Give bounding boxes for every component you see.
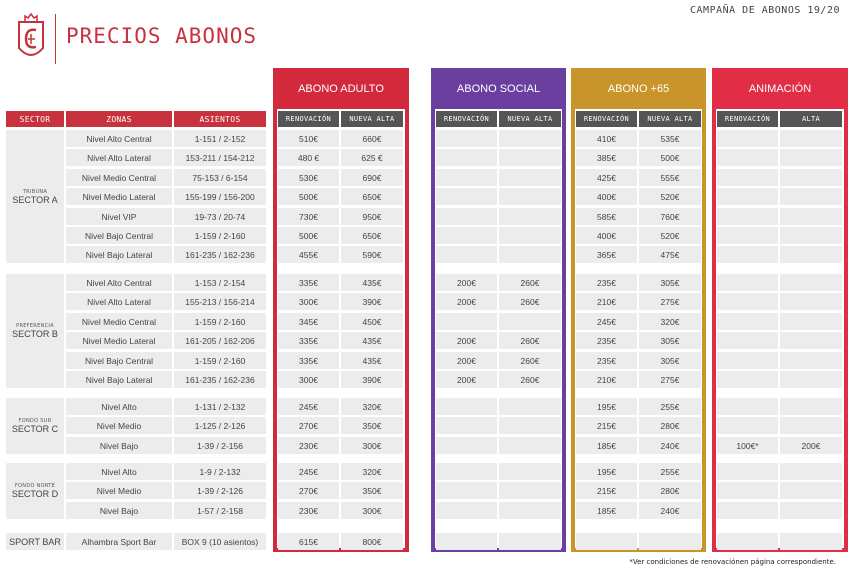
price-cell [436, 437, 497, 454]
price-cell [717, 482, 778, 499]
price-cell [499, 437, 561, 454]
sector-header: SECTOR [6, 111, 64, 127]
price-cell: 500€ [278, 227, 339, 244]
panel-social-col-1: NUEVA ALTA [499, 111, 561, 127]
price-cell [717, 188, 778, 205]
price-cell: 260€ [499, 352, 561, 369]
sector-sublabel: FONDO NORTE [14, 483, 56, 489]
price-cell: 320€ [639, 313, 701, 330]
price-cell [717, 274, 778, 291]
price-cell [780, 246, 842, 263]
price-cell [499, 188, 561, 205]
price-cell [499, 313, 561, 330]
sector-label [6, 274, 64, 388]
sector-name: SPORT BAR [9, 536, 61, 547]
asientos-cell: 1-159 / 2-160 [174, 313, 266, 330]
zona-cell: Nivel Bajo [66, 437, 172, 454]
price-cell: 195€ [576, 463, 637, 480]
price-cell [499, 227, 561, 244]
price-cell: 335€ [278, 332, 339, 349]
asientos-cell: 1-151 / 2-152 [174, 130, 266, 147]
asientos-cell: 1-9 / 2-132 [174, 463, 266, 480]
price-cell: 650€ [341, 188, 403, 205]
price-cell: 800€ [341, 533, 403, 550]
price-cell [436, 149, 497, 166]
footnote: *Ver condiciones de renovaciónen página correspondiente. [629, 558, 836, 566]
sector-sublabel: FONDO SUR [18, 418, 52, 424]
price-cell: 435€ [341, 274, 403, 291]
zona-cell: Nivel Medio Central [66, 169, 172, 186]
zona-cell: Nivel Medio Lateral [66, 188, 172, 205]
price-cell: 690€ [341, 169, 403, 186]
price-cell: 435€ [341, 332, 403, 349]
zona-cell: Nivel Medio Lateral [66, 332, 172, 349]
page-title: PRECIOS ABONOS [66, 24, 258, 48]
price-cell [499, 208, 561, 225]
price-cell [717, 417, 778, 434]
zona-cell: Nivel Alto Lateral [66, 293, 172, 310]
price-cell [780, 463, 842, 480]
price-cell [717, 502, 778, 519]
price-cell: 300€ [278, 293, 339, 310]
price-cell: 280€ [639, 482, 701, 499]
price-cell: 730€ [278, 208, 339, 225]
price-cell: 475€ [639, 246, 701, 263]
price-cell [780, 188, 842, 205]
price-cell: 305€ [639, 274, 701, 291]
price-cell: 480 € [278, 149, 339, 166]
price-cell [780, 352, 842, 369]
price-cell: 255€ [639, 398, 701, 415]
price-cell: 245€ [278, 398, 339, 415]
price-cell: 320€ [341, 463, 403, 480]
zona-cell: Nivel Alto [66, 463, 172, 480]
price-cell: 270€ [278, 417, 339, 434]
price-cell [717, 227, 778, 244]
price-cell: 305€ [639, 332, 701, 349]
price-cell [436, 533, 497, 550]
price-cell [436, 463, 497, 480]
sector-label [6, 398, 64, 454]
price-cell: 210€ [576, 371, 637, 388]
price-cell: 275€ [639, 293, 701, 310]
price-cell [717, 293, 778, 310]
price-cell: 230€ [278, 502, 339, 519]
zona-cell: Nivel Medio Central [66, 313, 172, 330]
panel-animacion-col-1: ALTA [780, 111, 842, 127]
panel-mas65-title: ABONO +65 [571, 68, 706, 109]
campaign-label: CAMPAÑA DE ABONOS 19/20 [690, 5, 840, 16]
price-cell: 245€ [278, 463, 339, 480]
price-cell: 500€ [639, 149, 701, 166]
price-cell: 280€ [639, 417, 701, 434]
price-cell [436, 169, 497, 186]
price-cell: 255€ [639, 463, 701, 480]
price-cell: 235€ [576, 352, 637, 369]
price-cell [717, 398, 778, 415]
zonas-header: ZONAS [66, 111, 172, 127]
asientos-cell: 161-205 / 162-206 [174, 332, 266, 349]
price-cell: 365€ [576, 246, 637, 263]
price-cell [717, 533, 778, 550]
panel-social-col-0: RENOVACIÓN [436, 111, 497, 127]
price-cell [717, 463, 778, 480]
price-cell: 950€ [341, 208, 403, 225]
price-cell: 650€ [341, 227, 403, 244]
price-cell: 260€ [499, 332, 561, 349]
price-cell [780, 533, 842, 550]
price-cell [717, 332, 778, 349]
price-cell [436, 130, 497, 147]
price-cell: 260€ [499, 371, 561, 388]
price-cell [780, 417, 842, 434]
price-cell [717, 246, 778, 263]
asientos-cell: BOX 9 (10 asientos) [174, 533, 266, 550]
price-cell: 520€ [639, 188, 701, 205]
sector-label [6, 533, 64, 550]
panel-mas65-col-1: NUEVA ALTA [639, 111, 701, 127]
price-cell: 245€ [576, 313, 637, 330]
price-cell [639, 533, 701, 550]
price-cell [780, 313, 842, 330]
price-cell: 185€ [576, 437, 637, 454]
price-cell [780, 274, 842, 291]
zona-cell: Nivel Alto [66, 398, 172, 415]
zona-cell: Nivel Bajo Lateral [66, 371, 172, 388]
zona-cell: Nivel Alto Lateral [66, 149, 172, 166]
price-cell [499, 149, 561, 166]
price-cell: 555€ [639, 169, 701, 186]
price-cell: 390€ [341, 293, 403, 310]
price-cell: 510€ [278, 130, 339, 147]
price-cell [499, 246, 561, 263]
price-cell: 200€ [436, 352, 497, 369]
price-cell [499, 417, 561, 434]
sector-name: SECTOR B [12, 329, 58, 339]
price-cell: 535€ [639, 130, 701, 147]
price-cell: 100€* [717, 437, 778, 454]
price-cell: 235€ [576, 332, 637, 349]
price-cell [780, 169, 842, 186]
panel-social-title: ABONO SOCIAL [431, 68, 566, 109]
zona-cell: Nivel Medio [66, 417, 172, 434]
price-cell [436, 482, 497, 499]
price-cell: 615€ [278, 533, 339, 550]
price-cell: 435€ [341, 352, 403, 369]
price-cell: 400€ [576, 188, 637, 205]
price-cell: 260€ [499, 274, 561, 291]
price-cell: 385€ [576, 149, 637, 166]
price-cell: 260€ [499, 293, 561, 310]
price-cell [780, 332, 842, 349]
price-cell: 760€ [639, 208, 701, 225]
price-cell [499, 502, 561, 519]
price-cell [717, 371, 778, 388]
zona-cell: Alhambra Sport Bar [66, 533, 172, 550]
price-cell: 455€ [278, 246, 339, 263]
price-cell: 240€ [639, 502, 701, 519]
sector-label [6, 130, 64, 263]
price-cell [436, 398, 497, 415]
price-cell [717, 169, 778, 186]
price-cell: 210€ [576, 293, 637, 310]
asientos-cell: 19-73 / 20-74 [174, 208, 266, 225]
asientos-cell: 1-159 / 2-160 [174, 227, 266, 244]
price-cell: 200€ [780, 437, 842, 454]
price-cell: 410€ [576, 130, 637, 147]
price-cell: 185€ [576, 502, 637, 519]
price-cell: 320€ [341, 398, 403, 415]
price-cell: 590€ [341, 246, 403, 263]
price-cell [717, 352, 778, 369]
club-crest-logo [16, 12, 46, 64]
price-cell [436, 246, 497, 263]
price-cell [717, 130, 778, 147]
zona-cell: Nivel VIP [66, 208, 172, 225]
price-cell [499, 463, 561, 480]
panel-adulto-title: ABONO ADULTO [273, 68, 409, 109]
price-cell [717, 313, 778, 330]
price-cell [780, 293, 842, 310]
price-cell [717, 208, 778, 225]
asientos-cell: 155-213 / 156-214 [174, 293, 266, 310]
price-cell: 270€ [278, 482, 339, 499]
sector-name: SECTOR C [11, 424, 59, 434]
asientos-cell: 75-153 / 6-154 [174, 169, 266, 186]
price-cell [780, 398, 842, 415]
price-cell [780, 482, 842, 499]
price-cell: 215€ [576, 417, 637, 434]
zona-cell: Nivel Bajo Lateral [66, 246, 172, 263]
price-cell: 300€ [341, 437, 403, 454]
price-cell: 200€ [436, 293, 497, 310]
zona-cell: Nivel Medio [66, 482, 172, 499]
price-cell: 530€ [278, 169, 339, 186]
asientos-cell: 153-211 / 154-212 [174, 149, 266, 166]
price-cell: 300€ [341, 502, 403, 519]
panel-adulto-col-1: NUEVA ALTA [341, 111, 403, 127]
price-cell: 350€ [341, 482, 403, 499]
price-cell [436, 227, 497, 244]
asientos-header: ASIENTOS [174, 111, 266, 127]
price-cell: 425€ [576, 169, 637, 186]
zona-cell: Nivel Bajo Central [66, 352, 172, 369]
asientos-cell: 155-199 / 156-200 [174, 188, 266, 205]
price-cell [436, 188, 497, 205]
sector-sublabel: TRIBUNA [22, 188, 48, 195]
price-cell: 350€ [341, 417, 403, 434]
price-cell: 215€ [576, 482, 637, 499]
price-cell: 195€ [576, 398, 637, 415]
asientos-cell: 1-125 / 2-126 [174, 417, 266, 434]
price-cell [499, 130, 561, 147]
price-cell [780, 502, 842, 519]
price-cell [576, 533, 637, 550]
price-cell: 300€ [278, 371, 339, 388]
price-cell [436, 502, 497, 519]
price-cell [780, 371, 842, 388]
price-cell [717, 149, 778, 166]
price-cell: 400€ [576, 227, 637, 244]
asientos-cell: 161-235 / 162-236 [174, 246, 266, 263]
sector-name: SECTOR A [12, 194, 58, 205]
price-cell [499, 533, 561, 550]
panel-adulto-col-0: RENOVACIÓN [278, 111, 339, 127]
price-cell: 450€ [341, 313, 403, 330]
price-cell: 240€ [639, 437, 701, 454]
price-cell: 335€ [278, 274, 339, 291]
zona-cell: Nivel Bajo [66, 502, 172, 519]
asientos-cell: 1-159 / 2-160 [174, 352, 266, 369]
price-cell [436, 208, 497, 225]
panel-mas65-col-0: RENOVACIÓN [576, 111, 637, 127]
price-cell: 275€ [639, 371, 701, 388]
price-cell: 345€ [278, 313, 339, 330]
price-cell [780, 130, 842, 147]
price-cell [499, 398, 561, 415]
sector-sublabel: PREFERENCIA [16, 323, 54, 329]
price-cell [436, 417, 497, 434]
price-cell: 200€ [436, 332, 497, 349]
price-cell [499, 169, 561, 186]
zona-cell: Nivel Alto Central [66, 130, 172, 147]
sector-label [6, 463, 64, 519]
price-cell: 390€ [341, 371, 403, 388]
title-divider [55, 14, 56, 64]
price-cell [780, 149, 842, 166]
price-cell: 305€ [639, 352, 701, 369]
price-cell [780, 227, 842, 244]
price-cell: 585€ [576, 208, 637, 225]
price-cell: 335€ [278, 352, 339, 369]
price-cell [436, 313, 497, 330]
price-cell [780, 208, 842, 225]
price-cell [499, 482, 561, 499]
asientos-cell: 1-131 / 2-132 [174, 398, 266, 415]
zona-cell: Nivel Bajo Central [66, 227, 172, 244]
panel-animacion-title: ANIMACIÓN [712, 68, 848, 109]
price-cell: 200€ [436, 371, 497, 388]
price-cell: 520€ [639, 227, 701, 244]
price-cell: 235€ [576, 274, 637, 291]
price-cell: 230€ [278, 437, 339, 454]
asientos-cell: 1-57 / 2-158 [174, 502, 266, 519]
price-cell: 200€ [436, 274, 497, 291]
asientos-cell: 1-39 / 2-156 [174, 437, 266, 454]
price-cell: 625 € [341, 149, 403, 166]
price-cell: 660€ [341, 130, 403, 147]
asientos-cell: 1-153 / 2-154 [174, 274, 266, 291]
asientos-cell: 1-39 / 2-126 [174, 482, 266, 499]
sector-name: SECTOR D [11, 489, 59, 499]
zona-cell: Nivel Alto Central [66, 274, 172, 291]
asientos-cell: 161-235 / 162-236 [174, 371, 266, 388]
panel-animacion-col-0: RENOVACIÓN [717, 111, 778, 127]
price-cell: 500€ [278, 188, 339, 205]
